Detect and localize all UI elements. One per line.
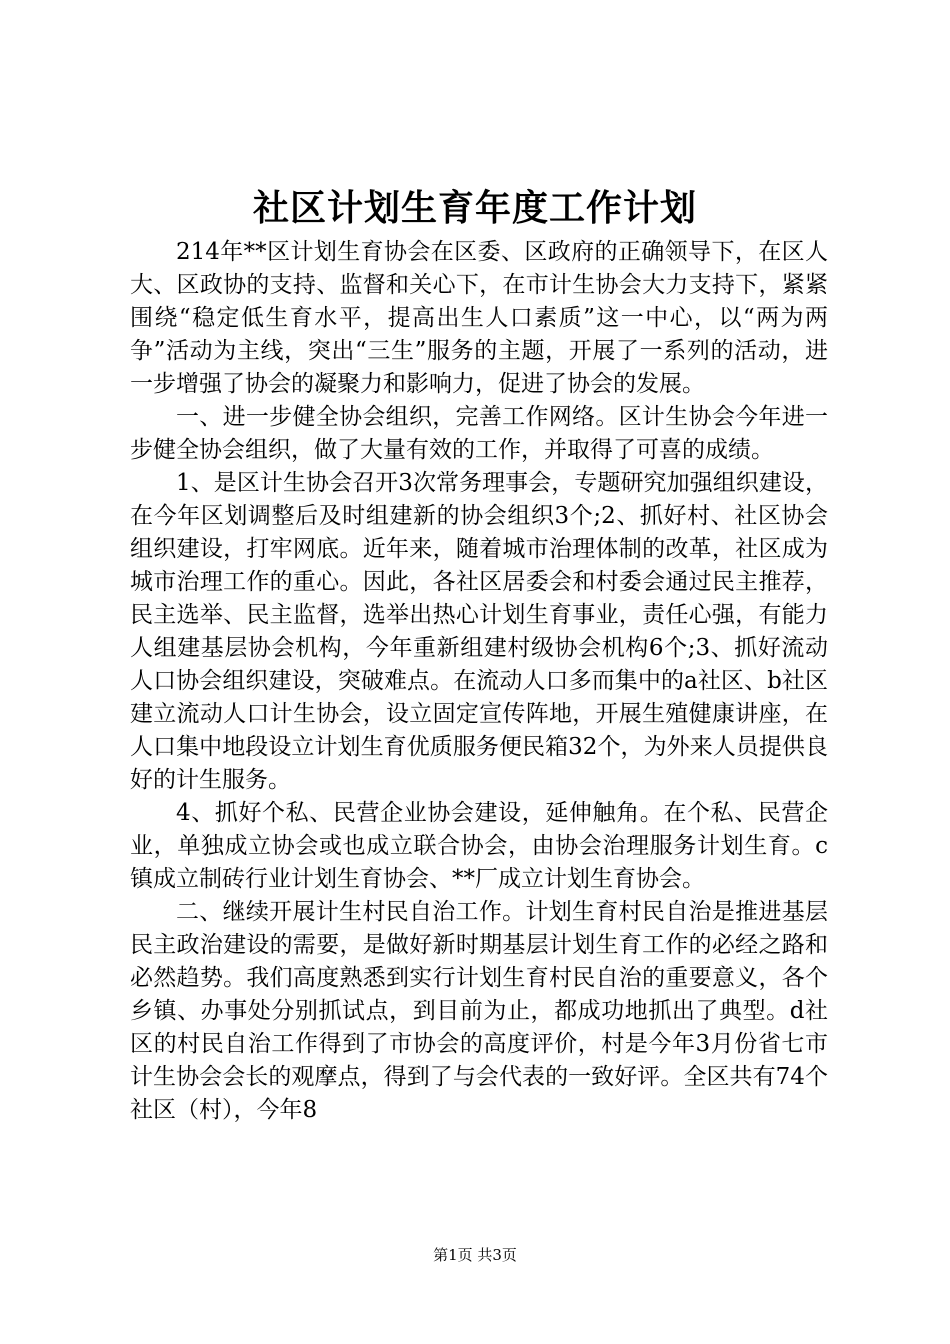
- paragraph-intro: 214年**区计划生育协会在区委、区政府的正确领导下，在区人大、区政协的支持、监督和关心下，在市计生协会大力支持下，紧紧围绕“稳定低生育水平，提高出生人口素质”这一中心，以“两为两争”活动为主线，突出“三生”服务的主题，开展了一系列的活动，进一步增强了协会的凝聚力和影响力，促进了协会的发展。: [130, 239, 828, 397]
- paragraph-item-4: 4、抓好个私、民营企业协会建设，延伸触角。在个私、民营企业，单独成立协会或也成立联合协会，由协会治理服务计划生育。c镇成立制砖行业计划生育协会、**厂成立计划生育协会。: [130, 800, 828, 892]
- paragraph-section-2: 二、继续开展计生村民自治工作。计划生育村民自治是推进基层民主政治建设的需要，是做好新时期基层计划生育工作的必经之路和必然趋势。我们高度熟悉到实行计划生育村民自治的重要意义，各个乡镇、办事处分别抓试点，到目前为止，都成功地抓出了典型。d社区的村民自治工作得到了市协会的高度评价，村是今年3月份省七市计生协会会长的观摩点，得到了与会代表的一致好评。全区共有74个社区（村），今年8: [130, 899, 828, 1123]
- page-footer: 第1页 共3页: [433, 1246, 517, 1264]
- document-title: 社区计划生育年度工作计划: [252, 187, 697, 229]
- document-body: [130, 236, 828, 1127]
- paragraph-section-1: 一、进一步健全协会组织，完善工作网络。区计生协会今年进一步健全协会组织，做了大量有效的工作，并取得了可喜的成绩。: [130, 404, 828, 463]
- paragraph-item-1-3: 1、是区计生协会召开3次常务理事会，专题研究加强组织建设，在今年区划调整后及时组建新的协会组织3个;2、抓好村、社区协会组织建设，打牢网底。近年来，随着城市治理体制的改革，社区成为城市治理工作的重心。因此，各社区居委会和村委会通过民主推荐，民主选举、民主监督，选举出热心计划生育事业，责任心强，有能力人组建基层协会机构，今年重新组建村级协会机构6个;3、抓好流动人口协会组织建设，突破难点。在流动人口多而集中的a社区、b社区建立流动人口计生协会，设立固定宣传阵地，开展生殖健康讲座，在人口集中地段设立计划生育优质服务便民箱32个，为外来人员提供良好的计生服务。: [130, 470, 828, 793]
